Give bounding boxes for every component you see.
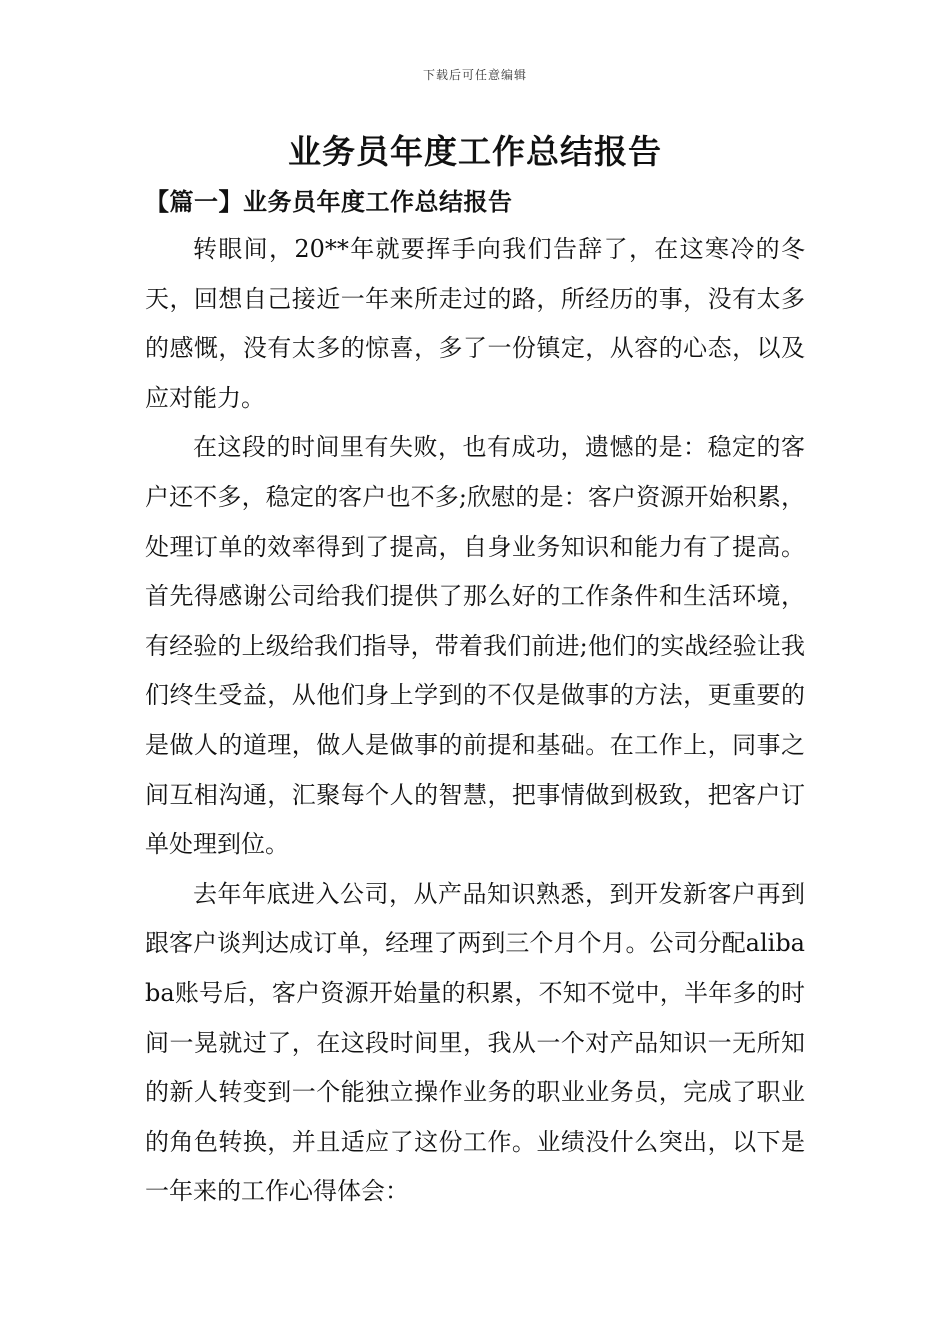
paragraph-3: 去年年底进入公司，从产品知识熟悉，到开发新客户再到跟客户谈判达成订单，经理了两到三个月个月。公司分配alibaba账号后，客户资源开始量的积累，不知不觉中，半年多的时间一晃就过了，在这段时间里，我从一个对产品知识一无所知的新人转变到一个能独立操作业务的职业业务员，完成了职业的角色转换，并且适应了这份工作。业绩没什么突出，以下是一年来的工作心得体会： [145, 879, 805, 1206]
document-title: 业务员年度工作总结报告 [288, 132, 662, 171]
section-heading: 【篇一】业务员年度工作总结报告 [145, 187, 513, 216]
paragraph-2: 在这段的时间里有失败，也有成功，遗憾的是：稳定的客户还不多，稳定的客户也不多;欣慰的是：客户资源开始积累，处理订单的效率得到了提高，自身业务知识和能力有了提高。首先得感谢公司给我们提供了那么好的工作条件和生活环境，有经验的上级给我们指导，带着我们前进;他们的实战经验让我们终生受益，从他们身上学到的不仅是做事的方法，更重要的是做人的道理，做人是做事的前提和基础。在工作上，同事之间互相沟通，汇聚每个人的智慧，把事情做到极致，把客户订单处理到位。 [145, 433, 805, 859]
body-text [145, 225, 805, 1217]
paragraph-1: 转眼间，20**年就要挥手向我们告辞了，在这寒冷的冬天，回想自己接近一年来所走过的路，所经历的事，没有太多的感慨，没有太多的惊喜，多了一份镇定，从容的心态，以及应对能力。 [145, 235, 805, 412]
header-note: 下载后可任意编辑 [422, 68, 527, 82]
